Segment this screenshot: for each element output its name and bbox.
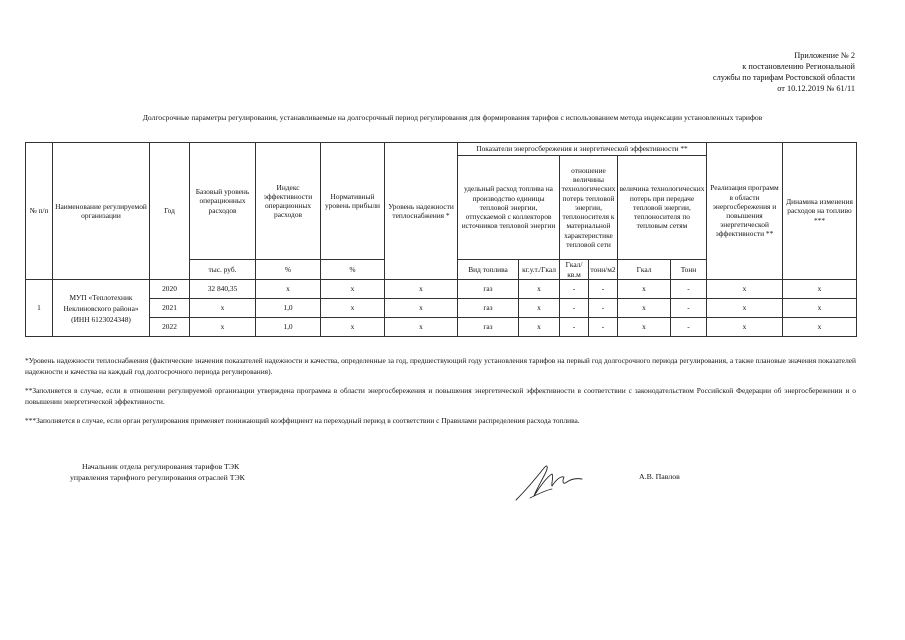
cell-ton-sqm: - [589, 280, 618, 299]
cell-base: х [190, 299, 256, 318]
unit-ton-sqm: тонн/м2 [589, 260, 618, 280]
cell-index: 1,0 [256, 299, 321, 318]
footnote-fuel-coefficient: ***Заполняется в случае, если орган регулирования применяет понижающий коэффициент на переходный период в соответствии с Правилами распределения расхода топлива. [25, 416, 580, 425]
cell-profit: х [321, 318, 385, 337]
header-loss-ratio: отношение величины технологических потерь тепловой энергии, теплоносителя к материальной характеристике тепловой сети [560, 156, 618, 260]
cell-gcal-sqm: - [560, 280, 589, 299]
header-efficiency-index: Индекс эффективности операционных расходов [256, 143, 321, 260]
cell-programs: х [707, 280, 783, 299]
appendix-line: службы по тарифам Ростовской области [712, 73, 855, 82]
header-reliability: Уровень надежности теплоснабжения * [385, 143, 458, 280]
cell-profit: х [321, 299, 385, 318]
unit-index: % [256, 260, 321, 280]
unit-fuel-rate: кг.у.т./Гкал [519, 260, 560, 280]
document-heading: Долгосрочные параметры регулирования, устанавливаемые на долгосрочный период регулирования для формирования тарифов с использованием метода индексации установленных тарифов [142, 113, 763, 122]
cell-dynamics: х [783, 318, 857, 337]
header-programs: Реализация программ в области энергосбережения и повышения энергетической эффективности ** [707, 143, 783, 280]
footnote-energy-program: **Заполняется в случае, если в отношении регулируемой организации утверждена программа в области энергосбережения и повышения энергетической эффективности в соответствии с законодательством Российской Федерации об энергосбережении и о повышении энергетической эффективности. [25, 386, 856, 406]
unit-ton: Тонн [671, 260, 707, 280]
header-profit-level: Нормативный уровень прибыли [321, 143, 385, 260]
cell-base: 32 840,35 [190, 280, 256, 299]
cell-fuel-rate: х [519, 318, 560, 337]
cell-fuel-rate: х [519, 299, 560, 318]
header-fuel-dynamics: Динамика изменения расходов на топливо *** [783, 143, 857, 280]
cell-ton: - [671, 299, 707, 318]
cell-index: 1,0 [256, 318, 321, 337]
cell-gcal: х [618, 299, 671, 318]
cell-programs: х [707, 299, 783, 318]
cell-ton: - [671, 280, 707, 299]
cell-fuel-type: газ [458, 299, 519, 318]
cell-fuel-type: газ [458, 280, 519, 299]
cell-reliability: х [385, 299, 458, 318]
header-energy-group: Показатели энергосбережения и энергетической эффективности ** [458, 143, 707, 156]
unit-base: тыс. руб. [190, 260, 256, 280]
cell-year: 2021 [150, 299, 190, 318]
organization-name: МУП «Теплотехник Неклиновского района» (ИНН 6123024348) [53, 280, 150, 337]
handwritten-signature [512, 460, 592, 505]
signatory-name: А.В. Павлов [639, 472, 680, 481]
cell-index: х [256, 280, 321, 299]
table-row [26, 280, 857, 299]
header-number: № п/п [26, 143, 53, 280]
cell-gcal-sqm: - [560, 299, 589, 318]
appendix-line: от 10.12.2019 № 61/11 [777, 84, 855, 93]
cell-profit: х [321, 280, 385, 299]
cell-base: х [190, 318, 256, 337]
cell-dynamics: х [783, 299, 857, 318]
cell-gcal: х [618, 280, 671, 299]
footnote-reliability: *Уровень надежности теплоснабжения (фактические значения показателей надежности и качества, определенные за год, предшествующий году установления тарифов на первый год долгосрочного периода регулирования, а также плановые значения показателей надежности и качества на каждый год долгосрочного периода регулирования). [25, 356, 856, 376]
cell-reliability: х [385, 280, 458, 299]
cell-gcal: х [618, 318, 671, 337]
cell-reliability: х [385, 318, 458, 337]
cell-ton-sqm: - [589, 318, 618, 337]
signatory-title-line: Начальник отдела регулирования тарифов ТЭК [82, 462, 240, 471]
header-year: Год [150, 143, 190, 280]
footnotes [25, 356, 856, 436]
cell-year: 2022 [150, 318, 190, 337]
header-organization: Наименование регулируемой организации [53, 143, 150, 280]
header-base-level: Базовый уровень операционных расходов [190, 143, 256, 260]
unit-fuel-type: Вид топлива [458, 260, 519, 280]
row-number: 1 [26, 280, 53, 337]
appendix-block [625, 50, 855, 94]
header-loss-value: величина технологических потерь при передаче тепловой энергии, теплоносителя по тепловым сетям [618, 156, 707, 260]
unit-gcal-sqm: Гкал/ кв.м [560, 260, 589, 280]
cell-dynamics: х [783, 280, 857, 299]
cell-fuel-type: газ [458, 318, 519, 337]
signatory-title [70, 462, 245, 483]
cell-year: 2020 [150, 280, 190, 299]
parameters-table [25, 142, 857, 337]
signatory-title-line: управления тарифного регулирования отраслей ТЭК [70, 472, 245, 482]
appendix-line: Приложение № 2 [794, 51, 855, 60]
cell-fuel-rate: х [519, 280, 560, 299]
unit-gcal: Гкал [618, 260, 671, 280]
cell-programs: х [707, 318, 783, 337]
header-specific-fuel: удельный расход топлива на производство единицы тепловой энергии, отпускаемой с коллекторов источников тепловой энергии [458, 156, 560, 260]
cell-ton: - [671, 318, 707, 337]
unit-profit: % [321, 260, 385, 280]
cell-gcal-sqm: - [560, 318, 589, 337]
table-row [26, 299, 857, 318]
cell-ton-sqm: - [589, 299, 618, 318]
table-row [26, 318, 857, 337]
appendix-line: к постановлению Региональной [742, 62, 855, 71]
